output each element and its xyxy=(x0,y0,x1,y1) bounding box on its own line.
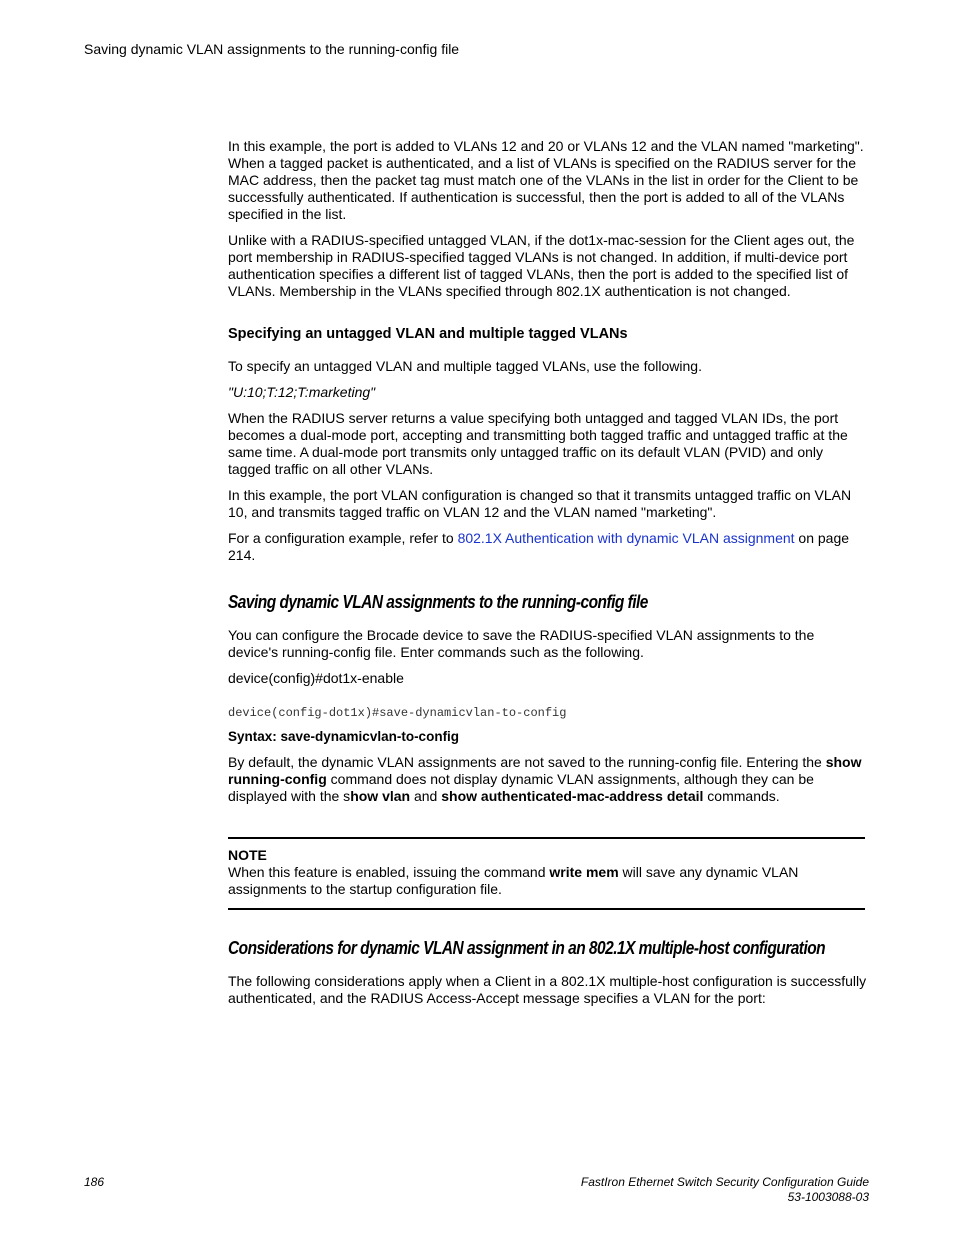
running-header: Saving dynamic VLAN assignments to the running-config file xyxy=(84,41,460,57)
page-number: 186 xyxy=(84,1175,105,1189)
paragraph xyxy=(228,530,868,564)
paragraph: You can configure the Brocade device to save the RADIUS-specified VLAN assignments to the device's running-config file. Enter commands such as the following. xyxy=(228,627,815,660)
code-line: device(config-dot1x)#save-dynamicvlan-to-config xyxy=(228,706,567,720)
command-name: write mem xyxy=(549,864,619,880)
command-name: how vlan xyxy=(350,788,411,804)
text: will save any dynamic VLAN assignments to the startup configuration file. xyxy=(228,864,799,897)
paragraph xyxy=(228,754,868,805)
cross-reference-link[interactable]: 802.1X Authentication with dynamic VLAN assignment xyxy=(457,530,795,546)
section-title: Saving dynamic VLAN assignments to the running-config file xyxy=(228,592,648,612)
paragraph: The following considerations apply when a Client in a 802.1X multiple-host configuration is successfully authenticated, and the RADIUS Access-Accept message specifies a VLAN for the port: xyxy=(228,973,867,1006)
paragraph: Unlike with a RADIUS-specified untagged VLAN, if the dot1x-mac-session for the Client ages out, the port membership in RADIUS-specified tagged VLANs is not changed. In addition, if multi-device port authentication specifies a different list of tagged VLANs, then the port is added to the specified list of VLANs. Membership in the VLANs specified through 802.1X authentication is not changed. xyxy=(228,232,855,299)
paragraph: In this example, the port is added to VLANs 12 and 20 or VLANs 12 and the VLAN named "marketing". When a tagged packet is authenticated, and a list of VLANs is specified on the RADIUS server for the MAC address, then the packet tag must match one of the VLANs in the list in order for the Client to be successfully authenticated. If authentication is successful, then the port is added to all of the VLANs specified in the list. xyxy=(228,138,864,222)
text: For a configuration example, refer to xyxy=(228,530,458,546)
example-string: "U:10;T:12;T:marketing" xyxy=(228,384,376,400)
guide-title: FastIron Ethernet Switch Security Configuration Guide xyxy=(580,1175,869,1189)
command-name: show running-config xyxy=(228,754,862,787)
doc-number: 53-1003088-03 xyxy=(787,1190,869,1204)
paragraph: When the RADIUS server returns a value specifying both untagged and tagged VLAN IDs, the port becomes a dual-mode port, accepting and transmitting both tagged traffic and untagged traffic at the same time. A dual-mode port transmits only untagged traffic on its default VLAN (PVID) and only tagged traffic on all other VLANs. xyxy=(228,410,848,477)
text: When this feature is enabled, issuing the command xyxy=(228,864,550,880)
text: command does not display dynamic VLAN assignments, although they can be displayed with the s xyxy=(228,771,814,804)
syntax-line: Syntax: save-dynamicvlan-to-config xyxy=(228,729,460,744)
footer-info xyxy=(581,1175,869,1205)
paragraph: In this example, the port VLAN configuration is changed so that it transmits untagged traffic on VLAN 10, and transmits tagged traffic on VLAN 12 and the VLAN named "marketing". xyxy=(228,487,852,520)
text: By default, the dynamic VLAN assignments are not saved to the running-config file. Entering the xyxy=(228,754,826,770)
command-line: device(config)#dot1x-enable xyxy=(228,670,404,686)
command-name: show authenticated-mac-address detail xyxy=(441,788,704,804)
paragraph: To specify an untagged VLAN and multiple tagged VLANs, use the following. xyxy=(228,358,702,374)
text: on page 214. xyxy=(228,530,850,563)
text: commands. xyxy=(703,788,780,804)
note-title: NOTE xyxy=(228,847,267,863)
section-heading: Specifying an untagged VLAN and multiple tagged VLANs xyxy=(228,326,628,342)
note-box xyxy=(228,837,865,910)
text: and xyxy=(410,788,442,804)
section-title: Considerations for dynamic VLAN assignment in an 802.1X multiple-host configuration xyxy=(228,938,826,958)
page-content xyxy=(228,138,868,1016)
note-text xyxy=(228,864,865,898)
